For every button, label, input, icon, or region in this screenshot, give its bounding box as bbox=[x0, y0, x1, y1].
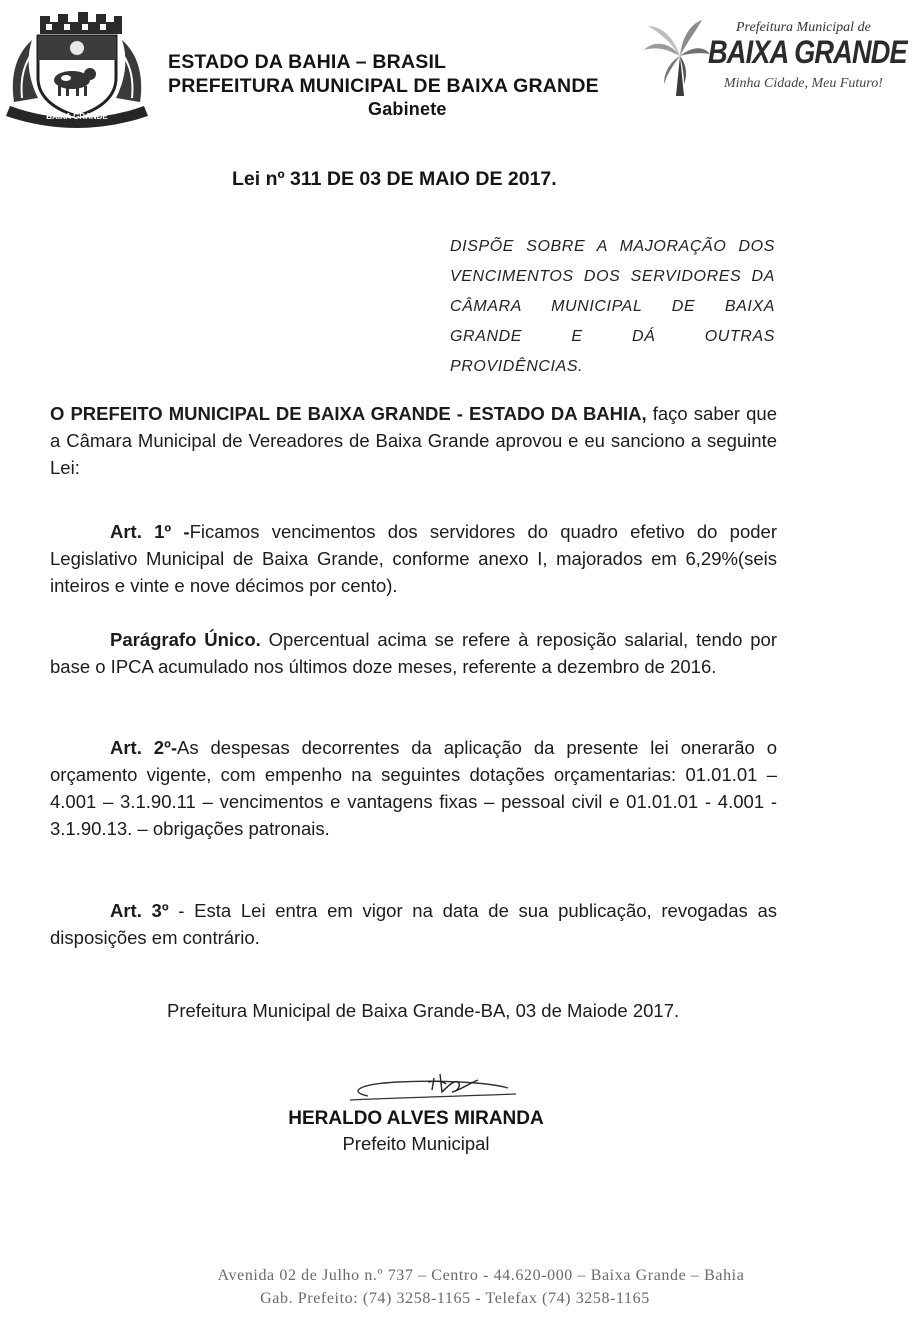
header-prefeitura: PREFEITURA MUNICIPAL DE BAIXA GRANDE bbox=[168, 75, 599, 97]
article-2-label: Art. 2º- bbox=[110, 737, 177, 758]
law-summary bbox=[450, 232, 775, 382]
enactment-lead: O PREFEITO MUNICIPAL DE BAIXA GRANDE - ESTADO DA BAHIA, bbox=[50, 403, 647, 424]
signer-name: HERALDO ALVES MIRANDA bbox=[288, 1108, 544, 1129]
brand-prefix: Prefeitura Municipal de bbox=[736, 20, 871, 35]
law-summary-line: VENCIMENTOS DOS SERVIDORES DA bbox=[450, 268, 775, 285]
enactment-clause bbox=[50, 400, 777, 481]
article-1-label: Art. 1º - bbox=[110, 521, 190, 542]
article-1-text: Ficamos vencimentos dos servidores do quadro efetivo do poder Legislativo Municipal de Baixa Grande, conforme anexo I, majorados em 6,29%(seis inteiros e vinte e nove décimos por cento). bbox=[50, 521, 777, 596]
enactment-text: faço saber que a Câmara Municipal de Vereadores de Baixa Grande aprovou e eu sanciono a seguinte Lei: bbox=[50, 403, 778, 478]
sole-paragraph-text: Opercentual acima se refere à reposição salarial, tendo por base o IPCA acumulado nos últimos doze meses, referente a dezembro de 2016. bbox=[50, 629, 777, 677]
article-3-text: - Esta Lei entra em vigor na data de sua publicação, revogadas as disposições em contrário. bbox=[50, 900, 777, 948]
article-1 bbox=[50, 518, 777, 599]
header-state: ESTADO DA BAHIA – BRASIL bbox=[168, 51, 447, 73]
signer-title: Prefeito Municipal bbox=[342, 1133, 490, 1154]
footer-phones: Gab. Prefeito: (74) 3258-1165 - Telefax (74) 3258-1165 bbox=[260, 1290, 650, 1307]
handwritten-signature bbox=[348, 1066, 518, 1110]
article-2-text: As despesas decorrentes da aplicação da presente lei onerarão o orçamento vigente, com empenho na seguintes dotações orçamentarias: 01.01.01 – 4.001 – 3.1.90.11 – vencimentos e vantagens fixas – pessoal civil e 01.01.01 - 4.001 - 3.1.90.13. – obrigações patronais. bbox=[50, 737, 777, 839]
article-3-label: Art. 3º bbox=[110, 900, 169, 921]
law-title: Lei nº 311 DE 03 DE MAIO DE 2017. bbox=[232, 168, 557, 190]
law-summary-line: DISPÕE SOBRE A MAJORAÇÃO DOS bbox=[450, 238, 775, 255]
coat-of-arms-seal bbox=[2, 6, 152, 124]
place-and-date: Prefeitura Municipal de Baixa Grande-BA, 03 de Maiode 2017. bbox=[167, 1000, 680, 1021]
palm-sun-icon bbox=[640, 12, 710, 102]
law-summary-line: CÂMARA MUNICIPAL DE BAIXA bbox=[450, 298, 775, 315]
brand-slogan: Minha Cidade, Meu Futuro! bbox=[724, 76, 883, 91]
footer-address: Avenida 02 de Julho n.º 737 – Centro - 44.620-000 – Baixa Grande – Bahia bbox=[217, 1267, 745, 1284]
seal-banner-text: BAIXA GRANDE bbox=[46, 112, 108, 121]
sole-paragraph-label: Parágrafo Único. bbox=[110, 629, 261, 650]
header-gabinete: Gabinete bbox=[368, 99, 447, 119]
article-3 bbox=[50, 897, 777, 951]
brand-name: BAIXA GRANDE bbox=[708, 34, 907, 70]
sole-paragraph bbox=[50, 626, 777, 680]
law-summary-line: GRANDE E DÁ OUTRAS PROVIDÊNCIAS. bbox=[450, 328, 775, 375]
article-2 bbox=[50, 734, 777, 842]
city-brand-logo bbox=[640, 12, 907, 102]
